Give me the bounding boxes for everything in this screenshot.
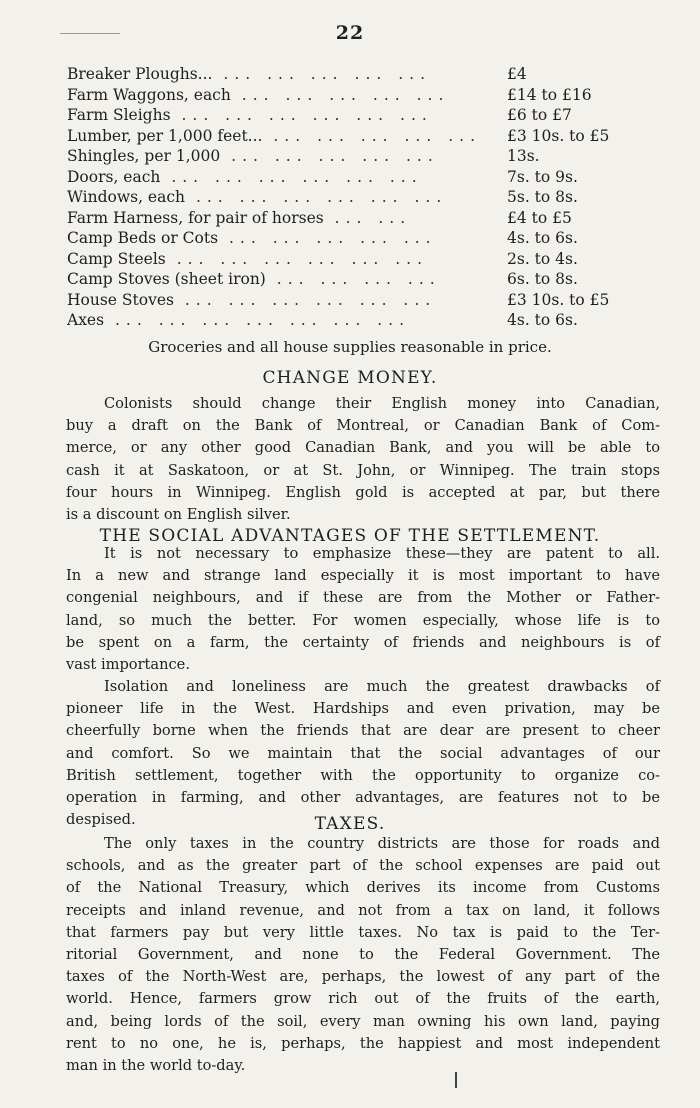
dot-leader: ... ... ... ... ... ... — [173, 290, 437, 309]
text-line: It is not necessary to emphasize these—they are patent to all. — [104, 545, 660, 562]
price-value: 6s. to 8s. — [507, 270, 578, 289]
price-item-name: Camp Steels — [67, 249, 166, 268]
price-item-name: Camp Beds or Cots — [67, 229, 219, 248]
price-value: 4s. to 6s. — [507, 229, 578, 248]
text-line: cheerfully borne when the friends that are dear are present to cheer — [66, 722, 660, 740]
price-item-name: Axes — [67, 311, 105, 330]
price-list — [67, 64, 647, 331]
dot-leader: ... ... ... ... ... ... ... — [104, 311, 411, 330]
text-line: land, so much the better. For women especially, whose life is to — [66, 611, 660, 629]
price-item-name: Farm Sleighs — [67, 106, 171, 125]
dot-leader: ... ... ... ... ... — [218, 229, 437, 248]
price-item — [67, 188, 507, 206]
price-value: £6 to £7 — [507, 106, 572, 125]
dot-leader: ... ... ... ... ... ... — [170, 106, 433, 125]
text-line: vast importance. — [66, 656, 190, 674]
text-line: of the National Treasury, which derives its income from Customs — [66, 879, 660, 897]
price-item — [67, 311, 507, 329]
price-item — [67, 250, 507, 268]
text-line: despised. — [66, 811, 136, 829]
text-line: taxes of the North-West are, perhaps, the lowest of any part of the — [66, 968, 660, 986]
price-value: 2s. to 4s. — [507, 249, 578, 268]
text-line: and comfort. So we maintain that the social advantages of our — [66, 744, 660, 762]
text-line: operation in farming, and other advantages, are features not to be — [66, 789, 660, 807]
text-line: buy a draft on the Bank of Montreal, or Canadian Bank of Com- — [66, 417, 660, 435]
price-item — [67, 127, 507, 145]
text-line: In a new and strange land especially it is most important to have — [66, 567, 660, 585]
text-line: rent to no one, he is, perhaps, the happiest and most independent — [66, 1034, 660, 1052]
heading-change-money: CHANGE MONEY. — [262, 368, 438, 388]
price-item-name: Lumber, per 1,000 feet... — [67, 126, 263, 145]
dot-leader: ... ... ... ... ... — [220, 147, 439, 166]
price-row — [67, 126, 647, 147]
dot-leader: ... ... ... ... ... ... — [185, 188, 448, 207]
heading-taxes: TAXES. — [314, 814, 386, 834]
text-line: and, being lords of the soil, every man owning his own land, paying — [66, 1012, 660, 1030]
price-item — [67, 86, 507, 104]
text-line: schools, and as the greater part of the school expenses are paid out — [66, 857, 660, 875]
stray-mark — [455, 1072, 457, 1088]
price-row — [67, 85, 647, 106]
price-row — [67, 167, 647, 188]
paragraph-social-2 — [66, 676, 660, 831]
price-item-name: Windows, each — [67, 188, 186, 207]
dot-leader: ... ... — [323, 208, 412, 227]
text-line: Isolation and loneliness are much the greatest drawbacks of — [104, 678, 660, 695]
text-line: Colonists should change their English money into Canadian, — [104, 395, 660, 412]
price-item — [67, 106, 507, 124]
text-line: four hours in Winnipeg. English gold is accepted at par, but there — [66, 483, 660, 501]
text-line: congenial neighbours, and if these are from the Mother or Father- — [66, 589, 660, 607]
price-item-name: House Stoves — [67, 290, 174, 309]
price-item-name: Doors, each — [67, 167, 161, 186]
price-value: 5s. to 8s. — [507, 188, 578, 207]
price-row — [67, 228, 647, 249]
paragraph-social-1 — [66, 543, 660, 676]
price-row — [67, 208, 647, 229]
price-item — [67, 229, 507, 247]
price-item-name: Farm Harness, for pair of horses — [67, 208, 324, 227]
text-line: world. Hence, farmers grow rich out of the fruits of the earth, — [66, 990, 660, 1008]
price-row — [67, 146, 647, 167]
price-item-name: Breaker Ploughs... — [67, 65, 213, 84]
price-row — [67, 249, 647, 270]
price-item — [67, 168, 507, 186]
groceries-note: Groceries and all house supplies reasonable in price. — [148, 338, 552, 356]
dot-leader: ... ... ... ... ... ... — [165, 249, 429, 268]
price-value: 7s. to 9s. — [507, 167, 578, 186]
price-item-name: Farm Waggons, each — [67, 85, 231, 104]
dot-leader: ... ... ... ... ... — [230, 85, 450, 104]
price-item-name: Camp Stoves (sheet iron) — [67, 270, 266, 289]
price-item — [67, 65, 507, 83]
dot-leader: ... ... ... ... ... ... — [160, 167, 423, 186]
price-value: £14 to £16 — [507, 85, 592, 104]
price-value: £4 to £5 — [507, 208, 572, 227]
page-number: 22 — [335, 22, 365, 44]
text-line: receipts and inland revenue, and not from a tax on land, it follows — [66, 901, 660, 919]
price-item — [67, 147, 507, 165]
text-line: The only taxes in the country districts are those for roads and — [104, 835, 660, 852]
dot-leader: ... ... ... ... — [265, 270, 441, 289]
text-line: man in the world to-day. — [66, 1057, 246, 1075]
dot-leader: ... ... ... ... ... — [212, 65, 432, 84]
heading-social-advantages: THE SOCIAL ADVANTAGES OF THE SETTLEMENT. — [99, 526, 601, 546]
price-row — [67, 269, 647, 290]
text-line: British settlement, together with the opportunity to organize co- — [66, 766, 660, 784]
price-value: £4 — [507, 65, 527, 84]
text-line: be spent on a farm, the certainty of friends and neighbours is of — [66, 633, 660, 651]
price-item — [67, 270, 507, 288]
price-item-name: Shingles, per 1,000 — [67, 147, 221, 166]
dot-leader: ... ... ... ... ... — [262, 126, 481, 145]
text-line: pioneer life in the West. Hardships and even privation, may be — [66, 700, 660, 718]
price-item — [67, 209, 507, 227]
price-value: 4s. to 6s. — [507, 311, 578, 330]
text-line: that farmers pay but very little taxes. No tax is paid to the Ter- — [66, 923, 660, 941]
paragraph-taxes — [66, 833, 660, 1077]
text-line: is a discount on English silver. — [66, 506, 291, 524]
text-line: cash it at Saskatoon, or at St. John, or Winnipeg. The train stops — [66, 461, 660, 479]
price-row — [67, 290, 647, 311]
text-line: ritorial Government, and none to the Federal Government. The — [66, 946, 660, 964]
price-row — [67, 310, 647, 331]
price-row — [67, 64, 647, 85]
price-value: £3 10s. to £5 — [507, 290, 610, 309]
text-line: merce, or any other good Canadian Bank, and you will be able to — [66, 439, 660, 457]
price-value: £3 10s. to £5 — [507, 126, 610, 145]
price-row — [67, 105, 647, 126]
price-item — [67, 291, 507, 309]
price-row — [67, 187, 647, 208]
paragraph-change-money — [66, 393, 660, 526]
price-value: 13s. — [507, 147, 540, 166]
